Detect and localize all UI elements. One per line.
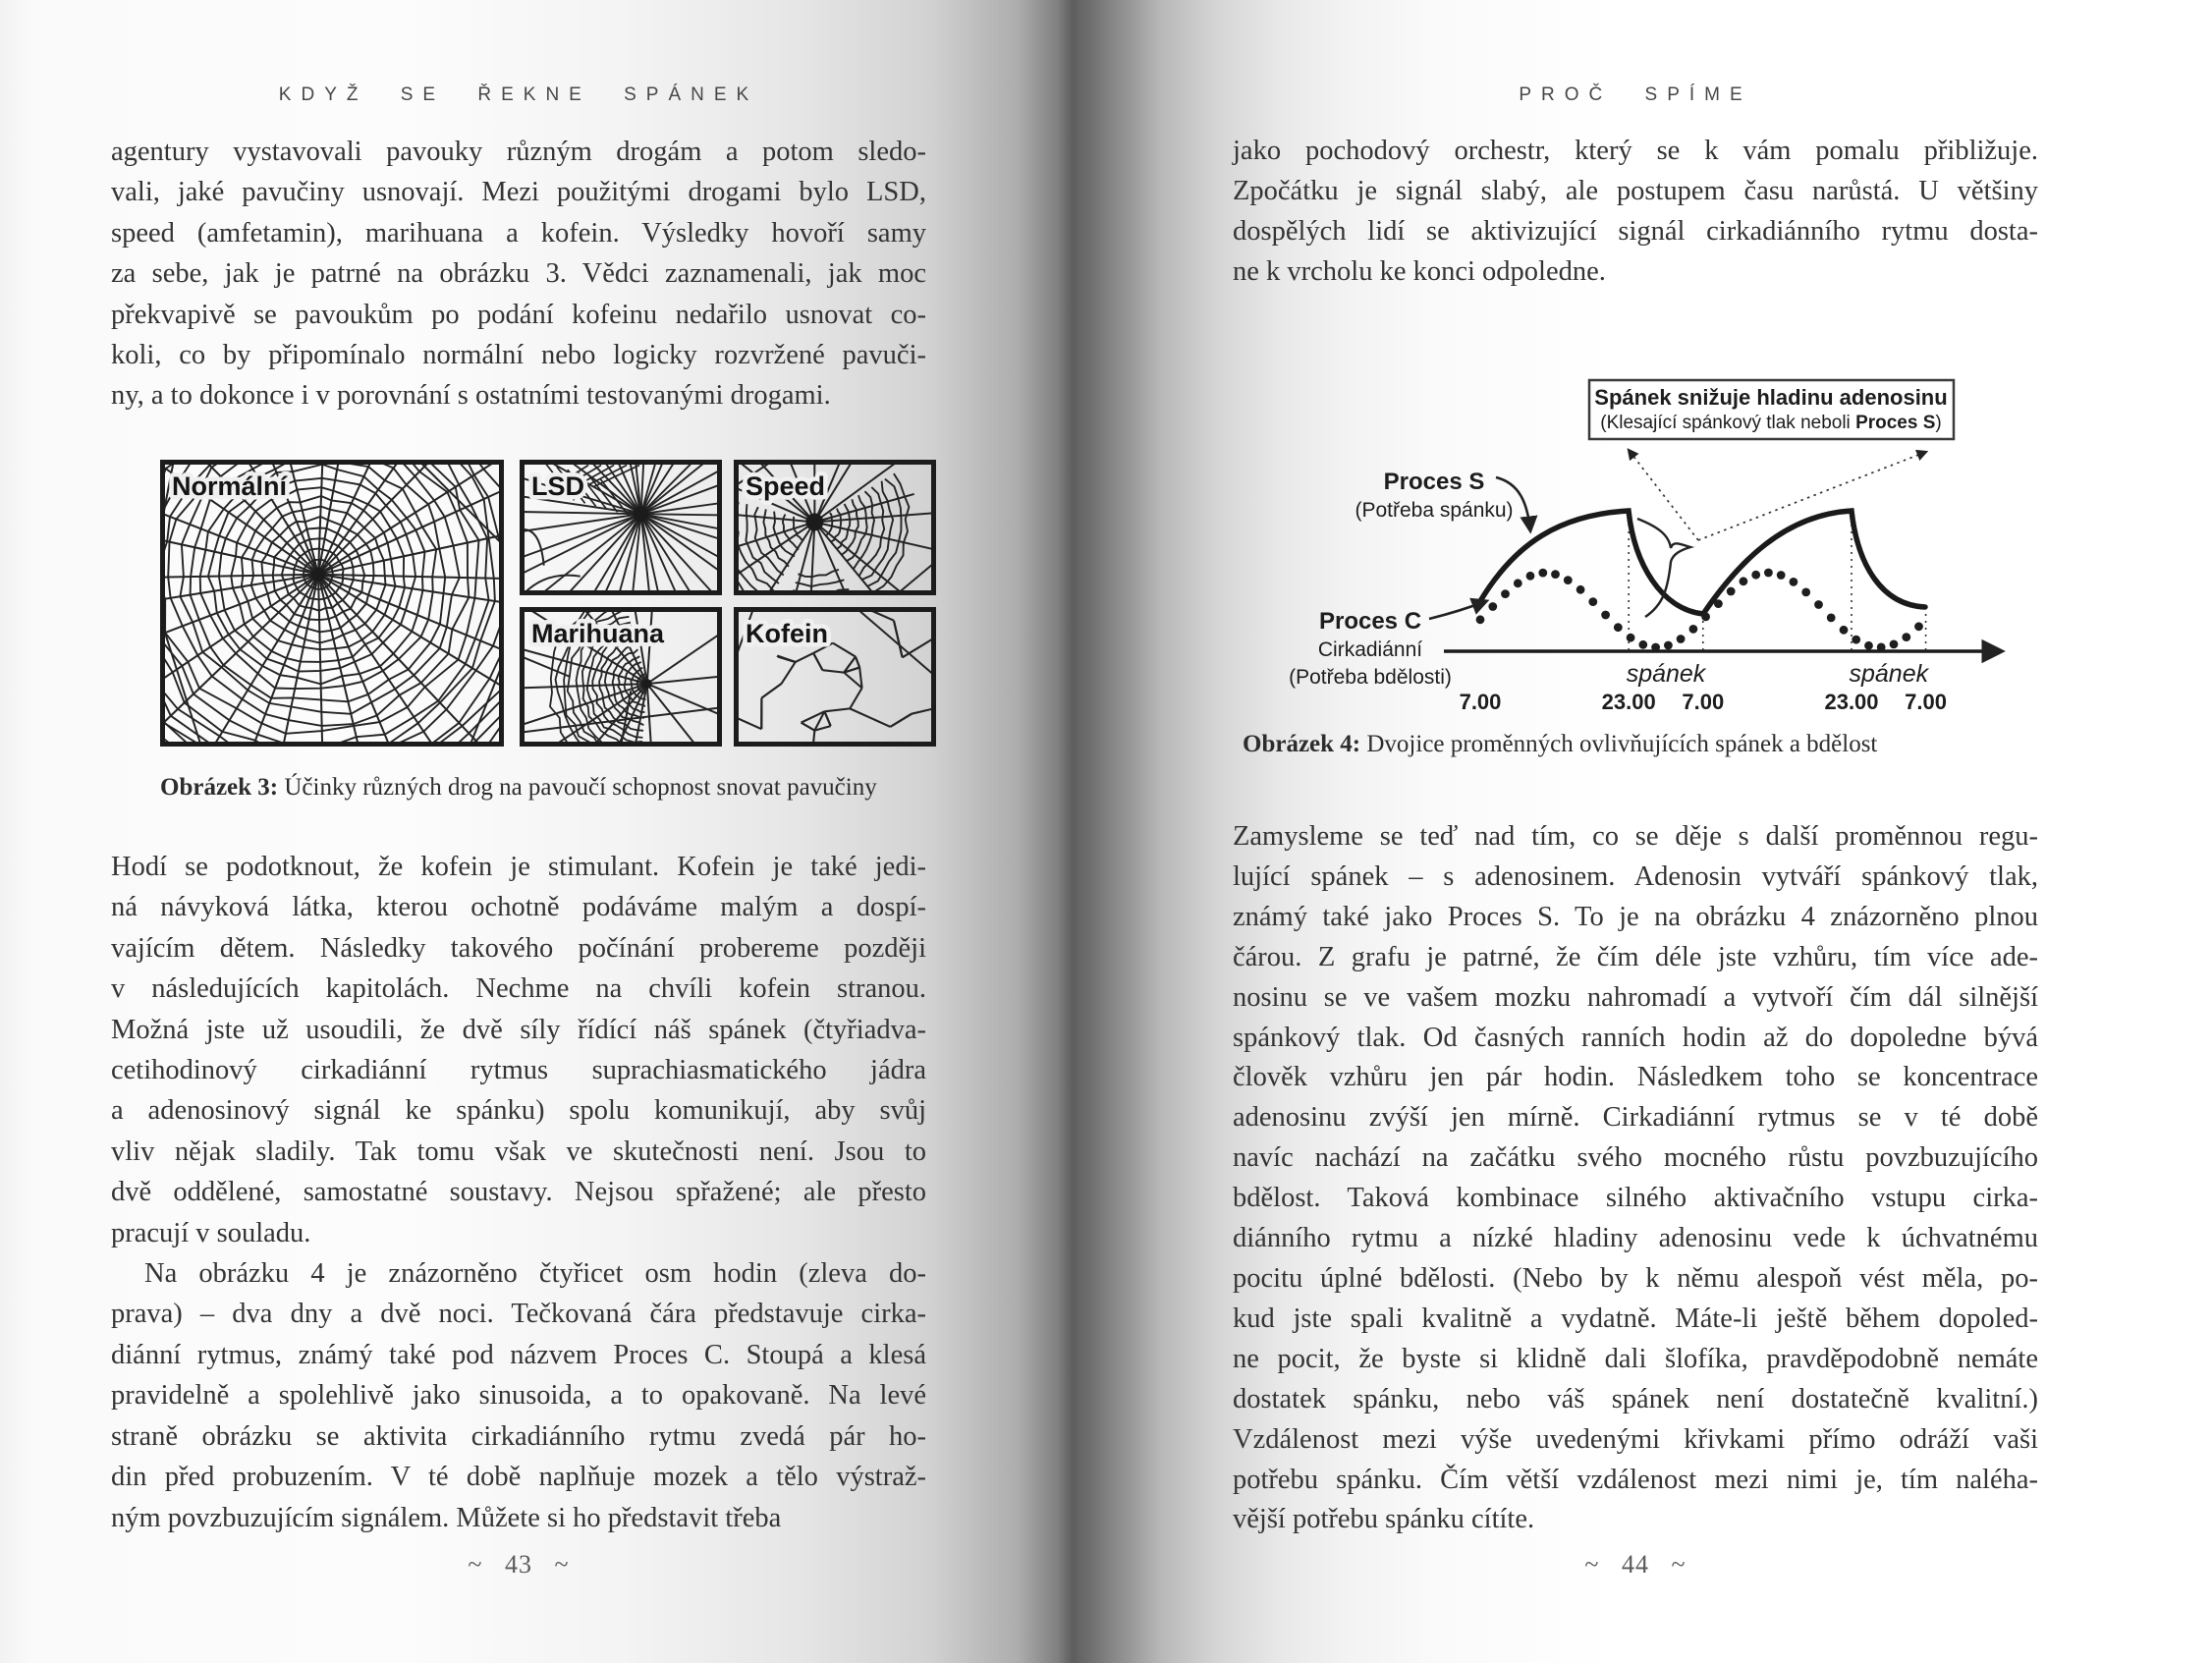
x-tick-label: 23.00 xyxy=(1824,690,1879,714)
annotation-box-title: Spánek snižuje hladinu adenosinu xyxy=(1594,385,1948,410)
text-line: ne k vrcholu ke konci odpoledne. xyxy=(1233,255,1606,287)
text-line: čárou. Z grafu je patrné, že čím déle jste vzhůru, tím více ade- xyxy=(1233,941,2038,972)
text-line: din před probuzením. V té době naplňuje mozek a tělo výstraž- xyxy=(111,1462,926,1493)
text-line: a adenosinový signál ke spánku) spolu komunikují, aby svůj xyxy=(111,1095,926,1127)
text-line: člověk vzhůru jen pár hodin. Následkem toho se koncentrace xyxy=(1233,1062,2038,1093)
running-head-left: KDYŽ SE ŘEKNE SPÁNEK xyxy=(278,84,759,105)
spiderweb-figure-svg xyxy=(160,460,938,748)
figure-4-chart xyxy=(1233,361,2038,732)
text-line: Zamysleme se teď nad tím, co se děje s další proměnnou regu- xyxy=(1233,821,2038,852)
text-line: diánního rytmu a nízké hladiny adenosinu vede k úchvatnému xyxy=(1233,1223,2038,1254)
text-line: bdělost. Taková kombinace silného aktivačního vstupu cirka- xyxy=(1233,1183,2038,1214)
text-line: Možná jste už usoudili, že dvě síly řídící náš spánek (čtyřiadva- xyxy=(111,1014,926,1045)
annotation-arrow-right xyxy=(1698,452,1926,540)
web-panel-label: Normální xyxy=(172,471,288,501)
text-line: za sebe, jak je patrné na obrázku 3. Vědci zaznamenali, jak moc xyxy=(111,258,926,290)
x-tick-label: 7.00 xyxy=(1905,690,1948,714)
text-line: navíc nachází na začátku svého mocného růstu povzbuzujícího xyxy=(1233,1142,2038,1174)
text-line: pravidelně a spolehlivě jako sinusoida, a to opakovaně. Na levé xyxy=(111,1380,926,1412)
text-line: ným povzbuzujícím signálem. Můžete si ho představit třeba xyxy=(111,1502,782,1533)
running-head-right: PROČ SPÍME xyxy=(1519,84,1752,105)
figure-4-caption xyxy=(1243,731,2038,758)
x-tick-label: 7.00 xyxy=(1682,690,1725,714)
figure-3-caption-number: Obrázek 3: xyxy=(160,774,279,801)
text-line: Na obrázku 4 je znázorněno čtyřicet osm hodin (zleva do- xyxy=(144,1258,926,1290)
text-line: lující spánek – s adenosinem. Adenosin vytváří spánkový tlak, xyxy=(1233,860,2038,892)
text-line: prava) – dva dny a dvě noci. Tečkovaná čára představuje cirka- xyxy=(111,1299,926,1330)
text-line: jako pochodový orchestr, který se k vám pomalu přibližuje. xyxy=(1233,136,2038,166)
process-c-sublabel-2: (Potřeba bdělosti) xyxy=(1289,666,1452,689)
text-line: překvapivě se pavoukům po podání kofeinu nedařilo usnovat co- xyxy=(111,299,926,330)
sleep-period-label: spánek xyxy=(1626,660,1706,688)
text-line: adenosinu zvýší jen mírně. Cirkadiánní rytmus se v té době xyxy=(1233,1102,2038,1134)
text-line: vliv nějak sladily. Tak tomu však ve skutečnosti není. Jsou to xyxy=(111,1136,926,1167)
x-tick-label: 7.00 xyxy=(1459,690,1502,714)
text-line: známý také jako Proces S. To je na obrázku 4 znázorněno plnou xyxy=(1233,901,2038,932)
annotation-box-subtitle: (Klesající spánkový tlak neboli Proces S) xyxy=(1600,413,1942,433)
process-s-sublabel: (Potřeba spánku) xyxy=(1355,499,1514,522)
left-paragraph-1 xyxy=(111,132,926,416)
text-line: koli, co by připomínalo normální nebo logicky rozvržené pavuči- xyxy=(111,340,926,371)
left-paragraphs-2-3 xyxy=(111,847,926,1538)
figure-4-caption-text: Dvojice proměnných ovlivňujících spánek a bdělost xyxy=(1360,731,1878,757)
text-line: vější potřebu spánku cítíte. xyxy=(1233,1504,1535,1535)
text-line: straně obrázku se aktivita cirkadiánního rytmu zvedá pár ho- xyxy=(111,1420,926,1452)
text-line: Zpočátku je signál slabý, ale postupem času narůstá. U většiny xyxy=(1233,175,2038,206)
text-line: vajícím dětem. Následky takového počínání probereme později xyxy=(111,932,926,964)
text-line: dospělých lidí se aktivizující signál cirkadiánního rytmu dosta- xyxy=(1233,215,2038,247)
right-paragraph-top xyxy=(1233,132,2038,293)
x-tick-label: 23.00 xyxy=(1601,690,1656,714)
text-line: ny, a to dokonce i v porovnání s ostatními testovanými drogami. xyxy=(111,380,831,412)
process-c-pointer-arrow xyxy=(1429,601,1486,619)
process-c-sublabel-1: Cirkadiánní xyxy=(1317,638,1423,661)
web-panel-label: LSD xyxy=(531,471,584,501)
process-s-label: Proces S xyxy=(1383,469,1485,495)
right-paragraph-bottom xyxy=(1233,817,2038,1540)
web-panel-label: Kofein xyxy=(746,619,828,648)
text-line: vali, jaké pavučiny usnovají. Mezi použitými drogami bylo LSD, xyxy=(111,177,926,208)
process-c-label: Proces C xyxy=(1318,608,1422,635)
sleep-period-label: spánek xyxy=(1849,660,1929,688)
text-line: dvě oddělené, samostatné soustavy. Nejsou spřažené; ale přesto xyxy=(111,1177,926,1208)
text-line: v následujících kapitolách. Nechme na chvíli kofein stranou. xyxy=(111,973,926,1005)
text-line: spánkový tlak. Od časných ranních hodin až do dopoledne bývá xyxy=(1233,1022,2038,1053)
figure-3-caption-text: Účinky různých drog na pavoučí schopnost snovat pavučiny xyxy=(278,774,877,801)
text-line: agentury vystavovali pavouky různým drogám a potom sledo- xyxy=(111,137,926,167)
text-line: Hodí se podotknout, že kofein je stimulant. Kofein je také jedi- xyxy=(111,852,926,882)
text-line: ne pocit, že byste si klidně dali šlofíka, pravděpodobně nemáte xyxy=(1233,1343,2038,1374)
text-line: ná návyková látka, kterou ochotně podáváme malým a dospí- xyxy=(111,892,926,923)
process-c-curve xyxy=(1476,569,1923,652)
page-number-left: ~ 43 ~ xyxy=(468,1550,570,1579)
web-panel-label: Marihuana xyxy=(531,619,665,648)
text-line: potřebu spánku. Čím větší vzdálenost mezi nimi je, tím naléha- xyxy=(1233,1464,2038,1495)
process-s-c-chart-svg xyxy=(1233,361,2038,727)
text-line: kud jste spali kvalitně a vydatně. Máte-li ještě během dopoled- xyxy=(1233,1303,2038,1334)
figure-3-caption xyxy=(160,774,938,802)
text-line: Vzdálenost mezi výše uvedenými křivkami přímo odráží vaši xyxy=(1233,1423,2038,1455)
text-line: cetihodinový cirkadiánní rytmus suprachiasmatického jádra xyxy=(111,1055,926,1086)
process-s-curve xyxy=(1480,511,1925,614)
annotation-arrow-left xyxy=(1629,450,1698,540)
web-panel-label: Speed xyxy=(746,471,826,501)
figure-3-spiderwebs xyxy=(160,460,938,753)
text-line: diánní rytmus, známý také pod názvem Proces C. Stoupá a klesá xyxy=(111,1339,926,1370)
text-line: speed (amfetamin), marihuana a kofein. Výsledky hovoří samy xyxy=(111,217,926,249)
text-line: nosinu se ve vašem mozku nahromadí a vytvoří čím dál silnější xyxy=(1233,981,2038,1013)
text-line: dostatek spánku, nebo váš spánek není dostatečně kvalitní.) xyxy=(1233,1383,2038,1414)
text-line: pocitu úplné bdělosti. (Nebo by k němu alespoň vést měla, po- xyxy=(1233,1262,2038,1294)
figure-4-caption-number: Obrázek 4: xyxy=(1243,731,1361,757)
page-number-right: ~ 44 ~ xyxy=(1584,1550,1687,1579)
text-line: pracují v souladu. xyxy=(111,1217,311,1248)
